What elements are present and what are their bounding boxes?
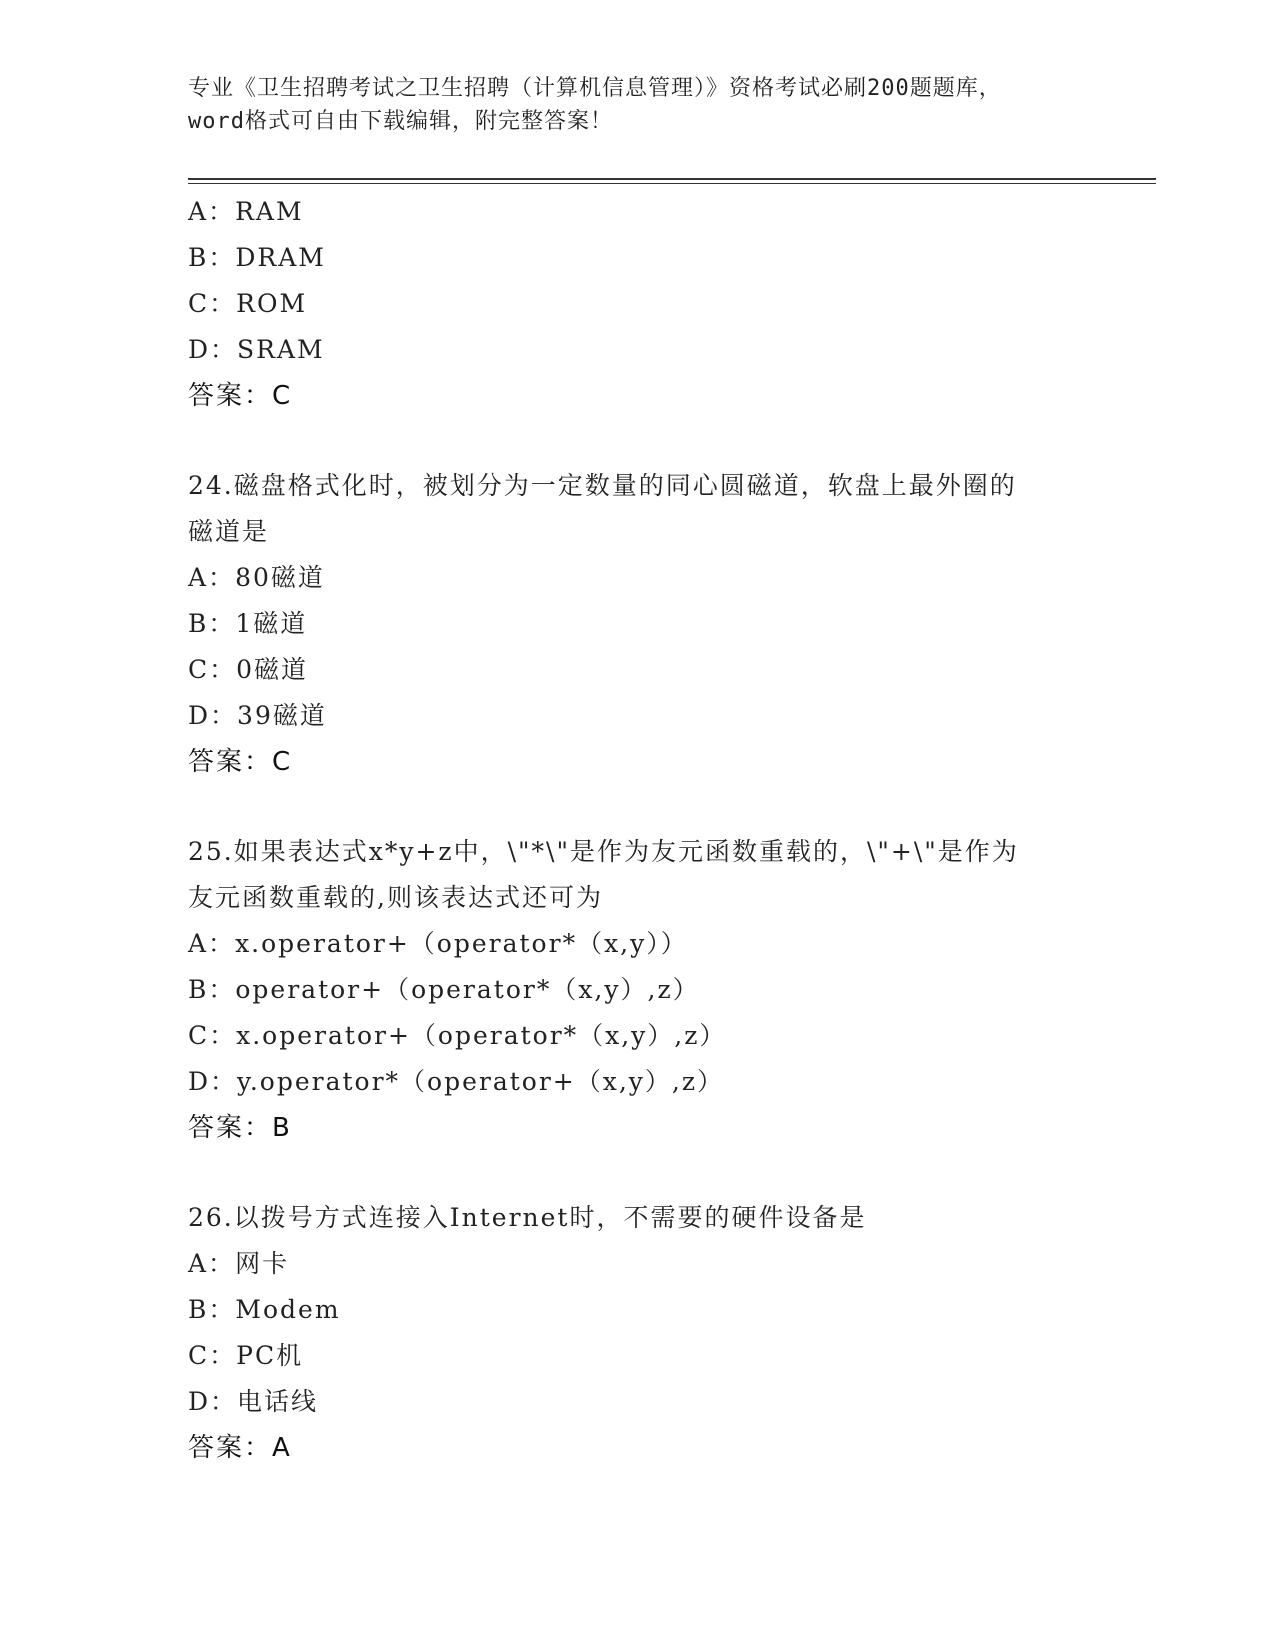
option-key: C： (188, 655, 237, 684)
spacer (188, 1151, 1088, 1195)
option-text: 39磁道 (237, 701, 327, 730)
header-title-line-1: 专业《卫生招聘考试之卫生招聘（计算机信息管理）》资格考试必刷200题题库， (188, 76, 1002, 101)
option-key: B： (188, 1295, 236, 1324)
option-a (188, 921, 1088, 967)
option-text: 80磁道 (235, 563, 325, 592)
option-text: DRAM (235, 243, 326, 272)
option-key: C： (188, 289, 237, 318)
option-key: B： (188, 609, 236, 638)
option-b (188, 967, 1088, 1013)
option-a (188, 555, 1088, 601)
option-text: x.operator+（operator*（x,y）,z） (236, 1021, 727, 1050)
question-block-25 (188, 829, 1088, 1151)
option-c (188, 1333, 1088, 1379)
option-d (188, 327, 1088, 373)
answer-line: 答案：C (188, 381, 293, 411)
question-stem-line-1: 24.磁盘格式化时，被划分为一定数量的同心圆磁道，软盘上最外圈的 (188, 471, 1017, 500)
option-text: RAM (235, 197, 304, 226)
document-header (188, 72, 1088, 138)
answer-line: 答案：A (188, 1433, 292, 1463)
question-stem-line-2: 友元函数重载的,则该表达式还可为 (188, 883, 603, 912)
question-stem-line-1: 26.以拨号方式连接入Internet时，不需要的硬件设备是 (188, 1203, 867, 1232)
question-block-23 (188, 189, 1088, 419)
option-text: 0磁道 (236, 655, 309, 684)
spacer (188, 419, 1088, 463)
question-list (188, 189, 1088, 1471)
option-key: D： (188, 701, 238, 730)
option-text: x.operator+（operator*（x,y）） (235, 929, 688, 958)
option-key: B： (188, 975, 236, 1004)
option-key: D： (188, 1387, 238, 1416)
option-a (188, 1241, 1088, 1287)
option-d (188, 1379, 1088, 1425)
option-c (188, 1013, 1088, 1059)
option-key: C： (188, 1341, 237, 1370)
option-text: ROM (236, 289, 308, 318)
question-stem-line-1: 25.如果表达式x*y+z中，\"*\"是作为友元函数重载的，\"+\"是作为 (188, 837, 1019, 866)
option-key: B： (188, 243, 236, 272)
option-key: A： (188, 929, 236, 958)
answer-line: 答案：B (188, 1113, 292, 1143)
option-c (188, 281, 1088, 327)
question-stem-line-2: 磁道是 (188, 517, 270, 546)
option-b (188, 235, 1088, 281)
option-text: 1磁道 (235, 609, 308, 638)
option-b (188, 1287, 1088, 1333)
header-title-line-2: word格式可自由下载编辑，附完整答案！ (188, 109, 613, 134)
option-key: D： (188, 1067, 238, 1096)
option-text: operator+（operator*（x,y）,z） (235, 975, 700, 1004)
answer-line: 答案：C (188, 747, 293, 777)
option-key: A： (188, 563, 236, 592)
spacer (188, 785, 1088, 829)
option-text: y.operator*（operator+（x,y）,z） (237, 1067, 725, 1096)
option-key: A： (188, 197, 236, 226)
header-rule-thin (188, 183, 1156, 184)
option-text: 电话线 (237, 1387, 319, 1416)
option-key: C： (188, 1021, 237, 1050)
option-text: SRAM (237, 335, 325, 364)
option-b (188, 601, 1088, 647)
option-text: PC机 (236, 1341, 304, 1370)
option-d (188, 1059, 1088, 1105)
option-a (188, 189, 1088, 235)
option-key: D： (188, 335, 238, 364)
option-d (188, 693, 1088, 739)
option-text: Modem (235, 1295, 341, 1324)
header-rule-thick (188, 178, 1156, 180)
option-c (188, 647, 1088, 693)
option-key: A： (188, 1249, 236, 1278)
question-block-26 (188, 1195, 1088, 1471)
question-block-24 (188, 463, 1088, 785)
option-text: 网卡 (235, 1249, 290, 1278)
